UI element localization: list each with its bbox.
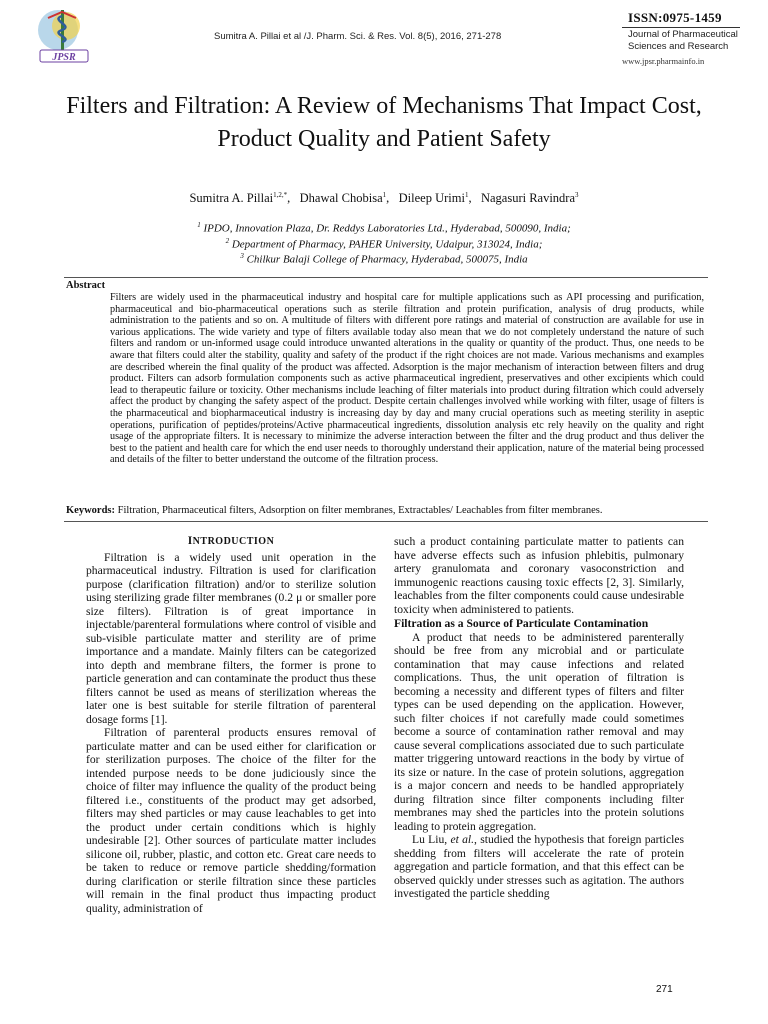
journal-name-line2: Sciences and Research xyxy=(628,41,729,52)
affiliations xyxy=(60,219,708,266)
author-name: Nagasuri Ravindra xyxy=(480,191,576,206)
journal-name xyxy=(628,29,738,53)
paragraph: such a product containing particulate matter to patients can have adverse effects such as infusion phlebitis, pulmonary artery granulomata and coronary vasoconstriction and immunogenic reactions causing toxic effects [2, 3]. Similarly, leachables from the filter components could cause undesirable toxicity when administered to patients. xyxy=(394,535,684,616)
author-affiliation-mark: 1 xyxy=(382,191,387,199)
svg-text:JPSR: JPSR xyxy=(52,52,76,63)
author-list: Sumitra A. Pillai$^{1,2,*}$, Dhawal Chobisa$^1$, Dileep Urimi$^1$, Nagasuri Ravindra$^3$ xyxy=(189,191,579,206)
author-affiliation-mark: 3 xyxy=(575,191,579,199)
author-name: Dhawal Chobisa xyxy=(299,191,383,206)
abstract-bottom-rule xyxy=(64,521,708,522)
body-column-right xyxy=(394,535,684,901)
issn-label: ISSN:0975-1459 xyxy=(628,10,722,25)
paragraph: Filtration of parenteral products ensures removal of particulate matter and can be used either for clarification or for sterilization purposes. The choice of the filter for the intended purpose needs to be done judiciously since the choice of filter may influence the quality of the product being filtered i.e., constituents of the product may get adsorbed, filters may shed particles or may cause leachables to get into the product under certain conditions which is highly undesirable [2]. Other sources of particulate matter includes silicone oil, rubber, plastic, and cotton etc. Great care needs to be taken to reduce or remove particle shedding/formation during clarification or sterile filtration since these particles will remain in the final product thus impacting product quality, administration of xyxy=(86,726,376,915)
paper-title: Filters and Filtration: A Review of Mechanisms That Impact Cost, Product Quality and Patient Safety xyxy=(66,93,702,152)
author-affiliation-mark: 1,2,* xyxy=(273,191,288,199)
affiliation-line: $^3$ Chilkur Balaji College of Pharmacy, Hyderabad, 500075, India xyxy=(240,252,528,266)
journal-website: www.jpsr.pharmainfo.in xyxy=(622,56,705,66)
abstract-heading: Abstract xyxy=(66,280,106,291)
keywords-label: Keywords: xyxy=(66,505,115,516)
author-affiliation-mark: 1 xyxy=(464,191,469,199)
page-number: 271 xyxy=(656,984,673,995)
journal-name-line1: Journal of Pharmaceutical xyxy=(628,29,738,40)
section-heading-particulate-contamination: Filtration as a Source of Particulate Contamination xyxy=(394,617,649,630)
citation-line: Sumitra A. Pillai et al /J. Pharm. Sci. & Res. Vol. 8(5), 2016, 271-278 xyxy=(214,31,502,42)
et-al-italic: et al. xyxy=(450,833,475,846)
jpsr-logo-icon xyxy=(28,6,100,66)
section-heading-introduction: INTRODUCTION xyxy=(187,535,275,547)
author-name: Dileep Urimi xyxy=(398,191,465,206)
abstract-text: Filters are widely used in the pharmaceutical industry and hospital care for multiple applications such as API processing and purification, pharmaceutical and bio-pharmaceutical operations such as sterile filtration and protein purification, analysis of drug products, while administration to the patients and so on. A multitude of filters with different pore ratings and material of construction are available for use in various applications. The wide variety and type of filters available today also mean that we do not completely understand the nature of such filters and random or un-informed usage could introduce unwanted alterations in the quality or quantity of the product. Thus, one needs to be aware that filters could alter the stability, quality and safety of the product if the right choices are not made. Various mechanisms and examples are described wherein the final quality of the product was affected. Adsorption is the major mechanism of interaction between filters and drug product. Filters can adsorb formulation components such as active pharmaceutical ingredient, preservatives and other excipients which could lead to therapeutic failure or toxicity. Other mechanisms include leaching of filter materials into product during filtration which could adversely affect the product by changing the safety aspect of the product. Despite certain challenges involved while working with filter, usage of filters is the pharmaceutical and biopharmaceutical industry is increasing day by day and many crucial operations such as meeting sterility in aseptic operations, purification of peptides/proteins/Active pharmaceutical ingredients, dissolution analysis etc rely heavily on the quality and right usage of the appropriate filters. It is necessary to minimize the adverse interaction between the filter and the drug product and thus deliver the best to the patient and health care for which the end user needs to thoroughly understand their application, nature of the material being processed and details of the filter to better understand the outcome of the filtration process. xyxy=(110,292,704,466)
body-column-left xyxy=(86,535,376,915)
paragraph: Lu Liu, et al., studied the hypothesis that foreign particles shedding from filters will accelerate the rate of protein aggregation and particle formation, and that this effect can be observed quickly under stresses such as agitation. The authors investigated the particle shedding xyxy=(394,833,684,900)
page-header xyxy=(0,0,768,70)
paragraph: Filtration is a widely used unit operation in the pharmaceutical industry. Filtration is used for clarification purpose (clarification filtration) and/or to sterilize solution using sterilizing grade filter membranes (0.2 μ or smaller pore size filters). Filtration is of great importance in injectable/parenteral formulations where control of visible and sub-visible particulate matter and sterility are of prime importance and a mandate. Mainly filters can be categorized into depth and membrane filters, the former is prone to particle generation and can contaminate the product thus these filters cannot be used as means of sterilization whereas the later one is best suitable for sterile filtration of parenteral dosage forms [1]. xyxy=(86,550,376,726)
affiliation-line: $^2$ Department of Pharmacy, PAHER University, Udaipur, 313024, India; xyxy=(225,236,543,251)
abstract-top-rule xyxy=(64,277,708,278)
paragraph: A product that needs to be administered parenterally should be free from any microbial and or particulate contamination that may cause infections and related complications. Thus, the unit operation of filtration is becoming a necessity and different types of filters and filter types can be used depending on the application. However, such filter choices if not carefully made could sometimes become a source of contamination rather removal and may cause several complications associated due to such particulate matter triggering untoward reactions in the body by virtue of its size or nature. In the case of protein solutions, aggregation is a major concern and needs to be handled appropriately during filtration since filter components including filter membranes may shed the particles into the protein solutions leading to protein aggregation. xyxy=(394,630,684,833)
author-name: Sumitra A. Pillai xyxy=(189,191,274,206)
issn-divider xyxy=(622,27,740,28)
affiliation-line: $^1$ IPDO, Innovation Plaza, Dr. Reddys Laboratories Ltd., Hyderabad, 500090, India; xyxy=(197,221,571,235)
keywords-line xyxy=(66,505,706,516)
keywords-text: Filtration, Pharmaceutical filters, Adsorption on filter membranes, Extractables/ Leachables from filter membranes. xyxy=(117,505,603,516)
